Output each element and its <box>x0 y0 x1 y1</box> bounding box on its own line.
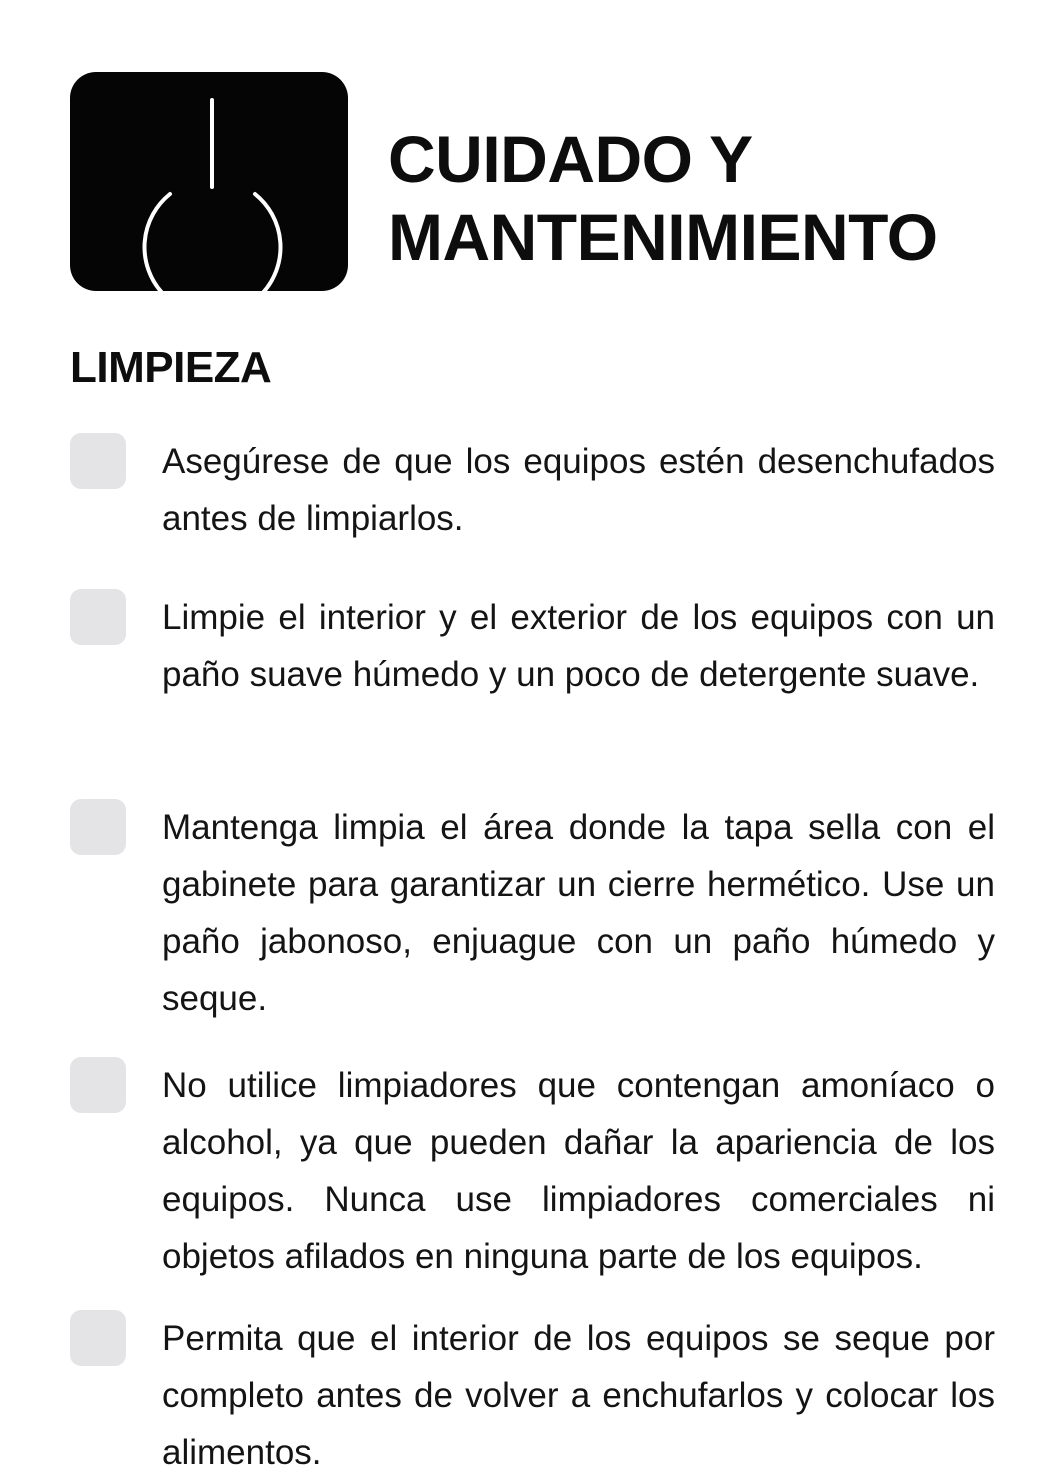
header <box>70 72 990 292</box>
checklist-item-text: Asegúrese de que los equipos estén desenchufados antes de limpiarlos. <box>162 442 995 538</box>
page-title-line-1: CUIDADO Y <box>388 122 753 196</box>
page-title <box>388 120 938 276</box>
checkbox[interactable] <box>70 433 126 489</box>
checkbox[interactable] <box>70 589 126 645</box>
checklist-item-text: No utilice limpiadores que contengan amoníaco o alcohol, ya que pueden dañar la apariencia de los equipos. Nunca use limpiadores comerciales ni objetos afilados en ninguna parte de los equipos. <box>162 1066 995 1276</box>
checklist-item-text: Permita que el interior de los equipos se seque por completo antes de volver a enchufarlos y colocar los alimentos. <box>162 1319 995 1472</box>
power-tile <box>70 72 348 291</box>
checkbox[interactable] <box>70 799 126 855</box>
power-icon <box>70 72 348 291</box>
page-title-line-2: MANTENIMIENTO <box>388 200 938 274</box>
checklist-item-text: Limpie el interior y el exterior de los equipos con un paño suave húmedo y un poco de detergente suave. <box>162 598 995 694</box>
checkbox[interactable] <box>70 1057 126 1113</box>
section-heading: LIMPIEZA <box>70 343 272 392</box>
checkbox[interactable] <box>70 1310 126 1366</box>
checklist-item-text: Mantenga limpia el área donde la tapa sella con el gabinete para garantizar un cierre hermético. Use un paño jabonoso, enjuague con un paño húmedo y seque. <box>162 808 995 1018</box>
